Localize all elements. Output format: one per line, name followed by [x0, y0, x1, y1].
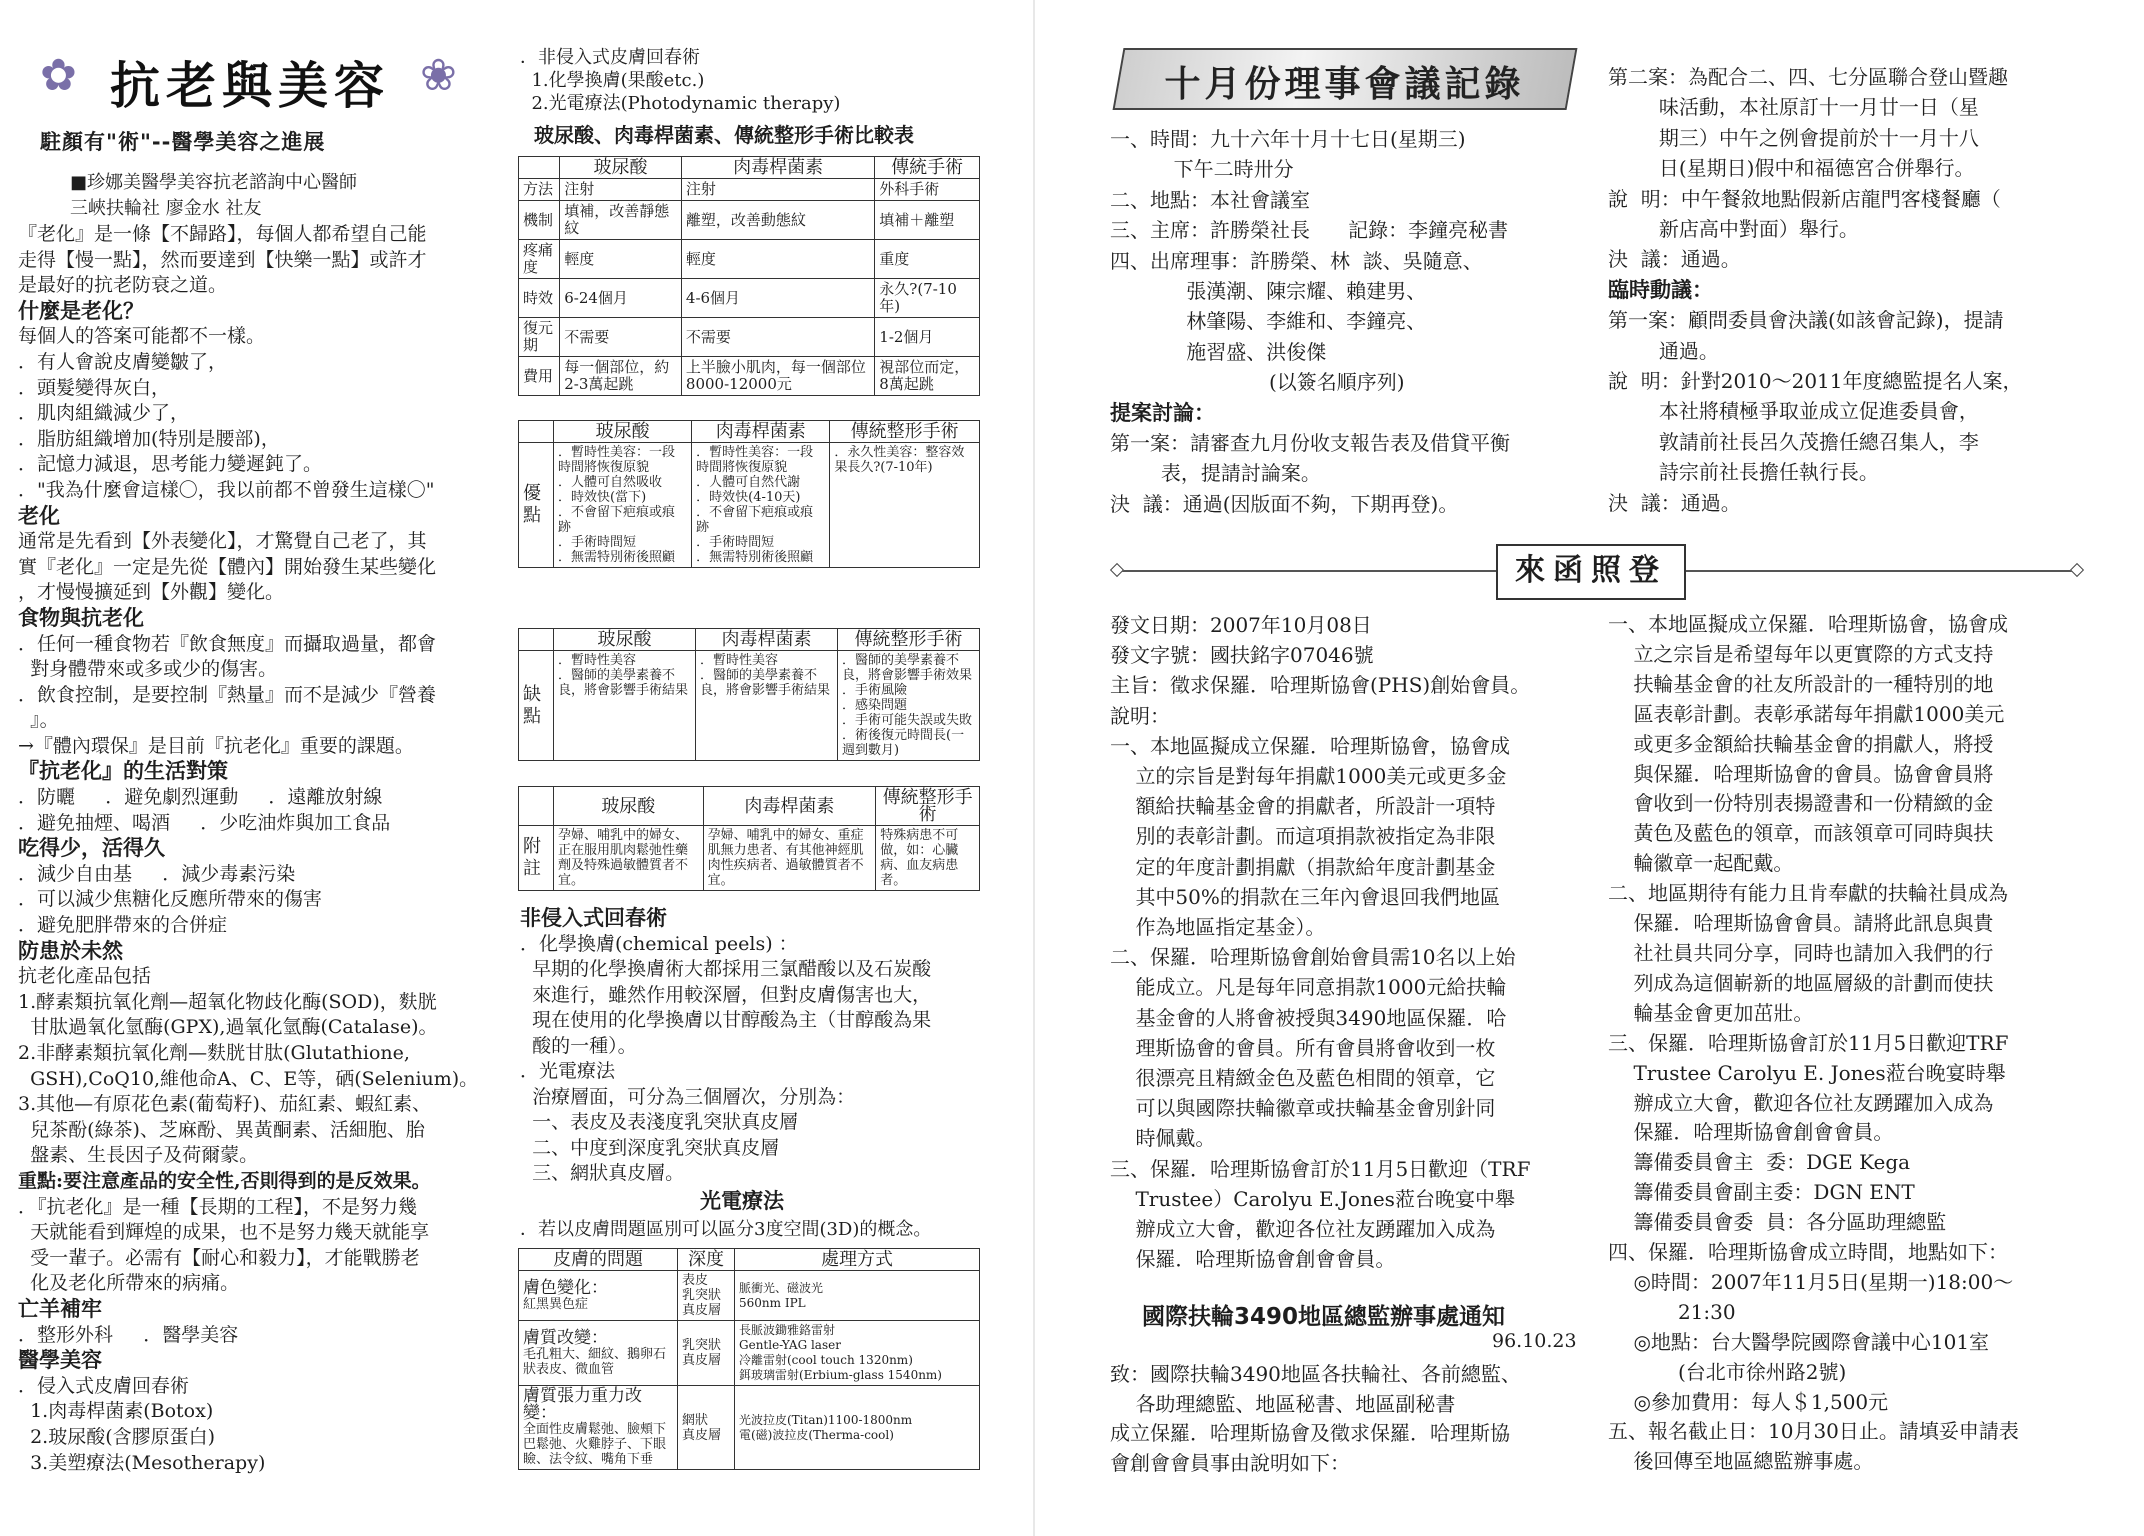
text-line: 說 明：針對2010～2011年度總監提名人案，: [1608, 369, 2023, 394]
text-line: 決 議：通過。: [1608, 490, 1741, 515]
problem-cell: [519, 1386, 678, 1470]
table-cell: 4-6個月: [681, 279, 874, 318]
text-line: 三、主席：許勝榮社長 記錄：李鐘亮秘書: [1110, 218, 1509, 243]
notes-table: [518, 786, 980, 891]
notice-body: [1110, 1360, 1600, 1478]
table-cell: ．永久性美容：整容效果長久?(7-10年): [830, 443, 980, 568]
table-cell: 特殊病患不可做，如：心臟病、血友病患者。: [876, 826, 980, 891]
text-line: 決 議：通過。: [1608, 247, 1741, 272]
table-cell: 外科手術: [875, 179, 980, 201]
left-page: [0, 0, 1030, 1536]
text-line: 一、時間：九十六年十月十七日(星期三): [1110, 127, 1466, 151]
text-line: Trustee Carolyu E. Jones蒞台晚宴時舉: [1608, 1060, 2006, 1085]
section-heading: 吃得少，活得久: [18, 836, 165, 861]
text-line: 表，提請討論案。: [1110, 461, 1321, 486]
text-line: 後回傳至地區總監辦事處。: [1608, 1449, 1874, 1474]
text-line: 通常是先看到【外表變化】，才驚覺自己老了，其: [18, 530, 427, 553]
table-row: [519, 443, 980, 568]
compare-title: [534, 122, 1004, 149]
problem-detail: 紅黑異色症: [523, 1296, 589, 1312]
flower-icon: ❀: [420, 50, 457, 101]
text-line: 很漂亮且精緻金色及藍色相間的領章，它: [1110, 1066, 1496, 1091]
compare-table-title: 玻尿酸、肉毒桿菌素、傳統整形手術比較表: [534, 123, 914, 147]
column-header: 傳統整形手術: [876, 787, 980, 826]
text-line: 籌備委員會主 委：DGE Kega: [1608, 1150, 1911, 1175]
text-line: 3.其他—有原花色素(葡萄籽)、茄紅素、蝦紅素、: [18, 1093, 431, 1116]
table-row: [519, 1271, 980, 1321]
text-line: 籌備委員會副主委：DGN ENT: [1608, 1180, 1915, 1205]
table-header-row: [519, 157, 980, 179]
row-label: 時效: [519, 279, 560, 318]
table-cell: 不需要: [681, 318, 874, 357]
text-line: 二、地區期待有能力且肯奉獻的扶輪社員成為: [1608, 881, 2008, 906]
table-corner: [519, 787, 554, 826]
table-row: [519, 651, 980, 761]
text-line: 日(星期日)假中和福德宮合併舉行。: [1608, 156, 1975, 181]
column-header: 玻尿酸: [560, 157, 682, 179]
text-line: 通過。: [1608, 338, 1719, 363]
text-line: ．避免抽煙、喝酒 ．少吃油炸與加工食品: [18, 811, 391, 834]
comparison-body: [519, 179, 980, 396]
text-line: 時佩戴。: [1110, 1126, 1216, 1151]
notice-title: 國際扶輪3490地區總監辦事處通知: [1142, 1304, 1506, 1330]
column-header: 傳統整形手術: [838, 629, 980, 651]
text-line: 1.化學換膚(果酸etc.): [520, 70, 705, 91]
text-line: 成立保羅．哈理斯協會及徵求保羅．哈理斯協: [1110, 1421, 1510, 1445]
section-heading: 『抗老化』的生活對策: [18, 759, 228, 784]
section-heading: 非侵入式回春術: [520, 906, 667, 930]
text-line: 1.酵素類抗氧化劑—超氧化物歧化酶(SOD)，麩胱: [18, 990, 437, 1013]
depth-cell: 表皮 乳突狀 真皮層: [678, 1271, 735, 1321]
row-label: 復元期: [519, 318, 560, 357]
method-cell: 脈衝光、磁波光 560nm IPL: [735, 1271, 980, 1321]
text-line: 辦成立大會，歡迎各位社友踴躍加入成為: [1110, 1217, 1496, 1242]
text-line: 實『老化』一定是先從【體內】開始發生某些變化: [18, 555, 437, 578]
table-cell: 不需要: [560, 318, 682, 357]
text-line: 抗老化產品包括: [18, 965, 152, 988]
section-heading: 臨時動議：: [1608, 277, 1713, 302]
right-column-1: [1110, 124, 1590, 519]
table-row: [519, 179, 980, 201]
text-line: 對身體帶來或多或少的傷害。: [18, 658, 278, 681]
text-line: 受一輩子。必需有【耐心和毅力】，才能戰勝老: [18, 1246, 420, 1269]
text-line: 社社員共同分享，同時也請加入我們的行: [1608, 940, 1994, 965]
right-column-3: [1110, 610, 1590, 1274]
row-label: 優點: [519, 443, 554, 568]
text-line: 致：國際扶輪3490地區各扶輪社、各前總監、: [1110, 1362, 1521, 1386]
text-line: 21:30: [1608, 1299, 1736, 1324]
text-line: 盤素、生長因子及荷爾蒙。: [18, 1144, 259, 1167]
text-line: 酸的一種）。: [520, 1034, 637, 1057]
text-line: 2.光電療法(Photodynamic therapy): [520, 93, 841, 114]
pros-table: [518, 420, 980, 568]
text-line: (以簽名順序列): [1110, 370, 1405, 395]
text-line: 施習盛、洪俊傑: [1110, 339, 1327, 364]
text-line: ．防曬 ．避免劇烈運動 ．遠離放射線: [18, 786, 383, 809]
method-cell: 長脈波鋤雅鉻雷射 Gentle-YAG laser 冷離雷射(cool touch 1320nm) 鉺玻璃雷射(Erbium-glass 1540nm): [735, 1321, 980, 1386]
table-cell: 輕度: [681, 240, 874, 279]
text-line: 保羅．哈理斯協會創會會員。: [1608, 1120, 1894, 1145]
table-cell: 填補，改善靜態紋: [560, 201, 682, 240]
table-cell: 上半臉小肌肉，每一個部位8000-12000元: [681, 357, 874, 396]
text-line: 與保羅．哈理斯協會的會員。協會會員將: [1608, 761, 1994, 786]
row-label: 機制: [519, 201, 560, 240]
text-line: 三、保羅．哈理斯協會訂於11月5日歡迎（TRF: [1110, 1156, 1531, 1181]
text-line: 說 明：中午餐敘地點假新店龍門客棧餐廳（: [1608, 186, 2001, 211]
section-heading: 老化: [18, 503, 60, 528]
text-line: GSH),CoQ10,維他命A、C、E等，硒(Selenium)。: [18, 1067, 479, 1090]
text-line: 立的宗旨是對每年捐獻1000美元或更多金: [1110, 764, 1507, 789]
text-line: ．侵入式皮膚回春術: [18, 1374, 190, 1397]
text-line: 林肇陽、李維和、李鐘亮、: [1110, 309, 1427, 334]
text-line: 發文日期：2007年10月08日: [1110, 613, 1372, 637]
text-line: 一、本地區擬成立保羅．哈理斯協會，協會成: [1608, 612, 2008, 636]
row-label: 費用: [519, 357, 560, 396]
table-header-row: [519, 629, 980, 651]
problem-detail: 毛孔粗大、細紋、鵝卵石狀表皮、微血管: [523, 1346, 667, 1377]
table-corner: [519, 421, 554, 443]
table-row: [519, 1386, 980, 1470]
author-block: [70, 170, 490, 222]
photo-note: ．若以皮膚問題區別可以區分3度空間(3D)的概念。: [520, 1219, 932, 1240]
text-line: 早期的化學換膚術大都採用三氯醋酸以及石炭酸: [520, 958, 932, 980]
text-line: ．頭髮變得灰白，: [18, 376, 171, 399]
table-cell: ．暫時性美容 ．醫師的美學素養不良，將會影響手術結果: [696, 651, 838, 761]
problem-cell: [519, 1321, 678, 1386]
text-line: 定的年度計劃捐獻（捐款給年度計劃基金: [1110, 854, 1496, 879]
table-cell: 重度: [875, 240, 980, 279]
text-line: 二、地點：本社會議室: [1110, 187, 1310, 212]
text-line: 黃色及藍色的領章，而該領章可同時與扶: [1608, 821, 1994, 846]
text-line: 列成為這個嶄新的地區層級的計劃而使扶: [1608, 970, 1994, 995]
text-line: 三、網狀真皮層。: [520, 1162, 685, 1184]
text-line: 可以與國際扶輪徽章或扶輪基金會別針同: [1110, 1096, 1496, 1121]
cons-table: [518, 628, 980, 761]
column-header: 傳統手術: [875, 157, 980, 179]
column-header: 傳統整形手術: [830, 421, 980, 443]
text-line: 每個人的答案可能都不一樣。: [18, 325, 266, 348]
flower-icon: ✿: [40, 50, 77, 101]
photo-therapy-title: 光電療法: [700, 1189, 784, 1213]
table-corner: [519, 629, 554, 651]
text-line: 詩宗前社長擔任執行長。: [1608, 460, 1879, 485]
table-cell: ．暫時性美容：一段時間將恢復原貌 ．人體可自然吸收 ．時效快(當下) ．不會留下疤痕或痕跡 ．手術時間短 ．無需特別術後照顧: [554, 443, 692, 568]
text-line: 張漢潮、陳宗耀、賴建男、: [1110, 279, 1427, 304]
column-header: 玻尿酸: [554, 421, 692, 443]
text-line: 會創會會員事由說明如下：: [1110, 1450, 1350, 1475]
section-heading: 亡羊補牢: [18, 1296, 102, 1321]
section-heading: 什麼是老化？: [18, 298, 144, 323]
text-line: 味活動，本社原訂十一月廿一日（星: [1608, 95, 1979, 120]
text-line: 重點:要注意產品的安全性,否則得到的是反效果。: [18, 1169, 431, 1192]
text-line: ．記憶力減退，思考能力變遲鈍了。: [18, 453, 323, 476]
column-header: 玻尿酸: [554, 787, 704, 826]
text-line: ◎時間：2007年11月5日(星期一)18:00～: [1608, 1269, 2014, 1294]
text-line: ．整形外科 ．醫學美容: [18, 1323, 239, 1346]
table-cell: 孕婦、哺乳中的婦女、重症肌無力患者、有其他神經肌肉性疾病者、過敏體質者不宜。: [703, 826, 876, 891]
text-line: ．減少自由基 ．減少毒素污染: [18, 862, 296, 885]
text-line: 或更多金額給扶輪基金會的捐獻人，將授: [1608, 731, 1994, 756]
table-row: [519, 201, 980, 240]
text-line: 來進行，雖然作用較深層，但對皮膚傷害也大，: [520, 983, 932, 1006]
text-line: 額給扶輪基金會的捐獻者，所設計一項特: [1110, 794, 1496, 819]
text-line: 辦成立大會，歡迎各位社友踴躍加入成為: [1608, 1090, 1994, 1115]
right-column-2: [1608, 62, 2108, 518]
column-header: 處理方式: [735, 1249, 980, 1271]
text-line: 2.非酵素類抗氧化劑—麩胱甘肽(Glutathione,: [18, 1042, 410, 1064]
text-line: 一、本地區擬成立保羅．哈理斯協會，協會成: [1110, 733, 1510, 758]
text-line: 四、出席理事：許勝榮、林 談、吳隨意、: [1110, 248, 1483, 273]
table-cell: 注射: [681, 179, 874, 201]
text-line: ．肌肉組織減少了，: [18, 402, 190, 425]
table-corner: [519, 157, 560, 179]
text-line: ◎地點：台大醫學院國際會議中心101室: [1608, 1329, 1990, 1354]
section-heading: 防患於未然: [18, 938, 123, 963]
text-line: 決 議：通過(因版面不夠，下期再登)。: [1110, 491, 1459, 516]
text-line: 區表彰計劃。表彰承諾每年捐獻1000美元: [1608, 701, 2005, 726]
table-cell: 6-24個月: [560, 279, 682, 318]
text-line: 五、報名截止日：10月30日止。請填妥申請表: [1608, 1419, 2019, 1444]
table-cell: 1-2個月: [875, 318, 980, 357]
text-line: 第一案：請審查九月份收支報告表及借貸平衡: [1110, 431, 1510, 456]
text-line: 發文字號：國扶銘字07046號: [1110, 643, 1374, 668]
text-line: ◎參加費用：每人＄1,500元: [1608, 1389, 1889, 1414]
text-line: 四、保羅．哈理斯協會成立時間，地點如下：: [1608, 1240, 2008, 1265]
text-line: 現在使用的化學換膚以甘醇酸為主（甘醇酸為果: [520, 1009, 932, 1031]
text-line: →『體內環保』是目前『抗老化』重要的課題。: [18, 734, 414, 757]
text-line: 其中50%的捐款在三年內會退回我們地區: [1110, 884, 1500, 909]
column-header: 肉毒桿菌素: [692, 421, 830, 443]
table-cell: 每一個部位，約2-3萬起跳: [560, 357, 682, 396]
column-header: 玻尿酸: [554, 629, 696, 651]
non-invasive-section: [520, 906, 1000, 1187]
table-row: [519, 1321, 980, 1386]
text-line: ．非侵入式皮膚回春術: [520, 47, 700, 68]
table-row: [519, 279, 980, 318]
text-line: ．有人會說皮膚變皺了，: [18, 350, 228, 373]
right-column-4: [1608, 610, 2108, 1477]
text-line: 本社將積極爭取並成立促進委員會，: [1608, 399, 1979, 424]
table-row: [519, 240, 980, 279]
text-line: 三、保羅．哈理斯協會訂於11月5日歡迎TRF: [1608, 1030, 2009, 1055]
table-cell: ．暫時性美容 ．醫師的美學素養不良，將會影響手術結果: [554, 651, 696, 761]
text-line: 3.美塑療法(Mesotherapy): [18, 1451, 266, 1474]
row-label: 疼痛度: [519, 240, 560, 279]
row-label: 方法: [519, 179, 560, 201]
meeting-title: 十月份理事會議記錄: [1164, 64, 1525, 105]
column-header: 肉毒桿菌素: [703, 787, 876, 826]
table-cell: 輕度: [560, 240, 682, 279]
text-line: 兒茶酚(綠茶)、芝麻酚、異黃酮素、活細胞、胎: [18, 1118, 425, 1141]
text-line: 新店高中對面）舉行。: [1608, 217, 1859, 242]
photo-therapy-table: [518, 1248, 980, 1470]
page-fold: [1033, 0, 1035, 1536]
text-line: 化及老化所帶來的病痛。: [18, 1272, 240, 1295]
text-line: 輪徽章一起配戴。: [1608, 851, 1794, 876]
photo-therapy-heading: [700, 1188, 900, 1215]
depth-cell: 乳突狀 真皮層: [678, 1321, 735, 1386]
text-line: ．避免肥胖帶來的合併症: [18, 914, 228, 937]
problem-title: 膚質張力重力改變：: [523, 1386, 642, 1423]
section-heading: 提案討論：: [1110, 400, 1215, 425]
row-label: 缺點: [519, 651, 554, 761]
problem-detail: 全面性皮膚鬆弛、臉頰下巴鬆弛、火雞脖子、下眼瞼、法令紋、嘴角下垂: [523, 1422, 667, 1467]
text-line: ．"我為什麼會這樣〇，我以前都不曾發生這樣〇": [18, 478, 435, 501]
photo-therapy-body: [519, 1271, 980, 1470]
text-line: 是最好的抗老防衰之道。: [18, 274, 228, 297]
text-line: 基金會的人將會被授與3490地區保羅．哈: [1110, 1005, 1507, 1030]
text-line: 2.玻尿酸(含膠原蛋白): [18, 1425, 216, 1448]
article-subtitle: 駐顏有"術"--醫學美容之進展: [40, 130, 326, 154]
text-line: 第一案：顧問委員會決議(如該會記錄)，提請: [1608, 308, 2004, 333]
text-line: 『老化』是一條【不歸路】，每個人都希望自己能: [18, 223, 427, 245]
letter-section-title: 來函照登: [1496, 544, 1686, 600]
section-heading: 醫學美容: [18, 1348, 102, 1373]
text-line: 走得【慢一點】，然而要達到【快樂一點】或許才: [18, 248, 427, 271]
text-line: 一、表皮及表淺度乳突狀真皮層: [520, 1111, 799, 1133]
text-line: 第二案：為配合二、四、七分區聯合登山暨趣: [1608, 65, 2008, 89]
table-row: [519, 318, 980, 357]
table-cell: 注射: [560, 179, 682, 201]
table-cell: 孕婦、哺乳中的婦女、正在服用肌肉鬆弛性藥劑及特殊過敏體質者不宜。: [554, 826, 704, 891]
table-cell: ．醫師的美學素養不良，將會影響手術效果 ．手術風險 ．感染問題 ．手術可能失誤或失敗 ．術後復元時間長(一週到數月): [838, 651, 980, 761]
text-line: 作為地區指定基金）。: [1110, 915, 1326, 940]
text-line: ，才慢慢擴延到【外觀】變化。: [18, 581, 285, 604]
column-header: 深度: [678, 1249, 735, 1271]
author-line: 三峽扶輪社 廖金水 社友: [70, 198, 262, 219]
table-cell: 永久?(7-10年): [875, 279, 980, 318]
comparison-table: [518, 156, 980, 396]
table-header-row: [519, 787, 980, 826]
text-line: Trustee）Carolyu E.Jones蒞台晚宴中舉: [1110, 1186, 1515, 1211]
text-line: 主旨：徵求保羅．哈理斯協會(PHS)創始會員。: [1110, 673, 1531, 698]
notice-date: 96.10.23: [1492, 1330, 1577, 1352]
article-title-banner: [40, 46, 470, 116]
problem-title: 膚色變化：: [523, 1277, 608, 1298]
text-line: 治療層面，可分為三個層次，分別為：: [520, 1085, 856, 1108]
text-line: 保羅．哈理斯協會會員。請將此訊息與貴: [1608, 911, 1994, 936]
table-row: [519, 826, 980, 891]
text-line: ．脂肪組織增加(特別是腰部)，: [18, 427, 280, 450]
table-cell: 離塑，改善動態紋: [681, 201, 874, 240]
text-line: 敦請前社長呂久茂擔任總召集人，李: [1608, 429, 1979, 454]
depth-cell: 網狀 真皮層: [678, 1386, 735, 1470]
left-column-2-intro: [520, 46, 990, 115]
text-line: 1.肉毒桿菌素(Botox): [18, 1400, 214, 1423]
text-line: 會收到一份特別表揚證書和一份精緻的金: [1608, 791, 1994, 816]
text-line: ．『抗老化』是一種【長期的工程】，不是努力幾: [18, 1195, 418, 1218]
text-line: 』。: [18, 709, 59, 732]
left-column-1: [18, 222, 488, 1476]
table-cell: 視部位而定，8萬起跳: [875, 357, 980, 396]
table-cell: ．暫時性美容：一段時間將恢復原貌 ．人體可自然代謝 ．時效快(4-10天) ．不會留下疤痕或痕跡 ．手術時間短 ．無需特別術後照顧: [692, 443, 830, 568]
text-line: 期三）中午之例會提前於十一月十八: [1608, 125, 1979, 150]
table-cell: 填補＋離塑: [875, 201, 980, 240]
text-line: 甘肽過氧化氫酶(GPX),過氧化氫酶(Catalase)。: [18, 1016, 438, 1039]
text-line: ．任何一種食物若『飲食無度』而攝取過量，都會: [18, 632, 437, 655]
text-line: 二、保羅．哈理斯協會創始會員需10名以上始: [1110, 945, 1516, 970]
text-line: 天就能看到輝煌的成果，也不是努力幾天就能享: [18, 1221, 430, 1244]
text-line: 保羅．哈理斯協會創會會員。: [1110, 1247, 1396, 1272]
section-heading: 食物與抗老化: [18, 605, 144, 630]
table-header-row: [519, 1249, 980, 1271]
text-line: 理斯協會的會員。所有會員將會收到一枚: [1110, 1035, 1496, 1060]
table-header-row: [519, 421, 980, 443]
text-line: (台北市徐州路2號): [1608, 1359, 1847, 1384]
row-label: 附註: [519, 826, 554, 891]
text-line: 說明：: [1110, 703, 1170, 728]
column-header: 肉毒桿菌素: [681, 157, 874, 179]
article-title: 抗老與美容: [110, 57, 390, 115]
method-cell: 光波拉皮(Titan)1100-1800nm 電(磁)波拉皮(Therma-cool): [735, 1386, 980, 1470]
meeting-title-banner: [1113, 48, 1578, 110]
photo-therapy-note: [520, 1216, 1020, 1243]
text-line: 下午二時卅分: [1110, 157, 1294, 182]
text-line: ．飲食控制，是要控制『熱量』而不是減少『營養: [18, 683, 437, 706]
text-line: ．光電療法: [520, 1060, 616, 1082]
column-header: 皮膚的問題: [519, 1249, 678, 1271]
text-line: ．化學換膚(chemical peels) ：: [520, 932, 798, 955]
text-line: 二、中度到深度乳突狀真皮層: [520, 1136, 780, 1159]
problem-cell: [519, 1271, 678, 1321]
text-line: 輪基金會更加茁壯。: [1608, 1000, 1814, 1025]
text-line: 能成立。凡是每年同意捐款1000元給扶輪: [1110, 975, 1507, 1000]
text-line: 別的表彰計劃。而這項捐款被指定為非限: [1110, 824, 1496, 849]
text-line: 籌備委員會委 員：各分區助理總監: [1608, 1210, 1947, 1235]
text-line: 各助理總監、地區秘書、地區副秘書: [1110, 1391, 1456, 1416]
column-header: 肉毒桿菌素: [696, 629, 838, 651]
table-row: [519, 357, 980, 396]
problem-title: 膚質改變：: [523, 1327, 608, 1348]
text-line: 扶輪基金會的社友所設計的一種特別的地: [1608, 671, 1994, 696]
text-line: ．可以減少焦糖化反應所帶來的傷害: [18, 888, 323, 911]
text-line: 立之宗旨是希望每年以更實際的方式支持: [1608, 641, 1994, 666]
author-line: ■珍娜美醫學美容抗老諮詢中心醫師: [70, 172, 358, 193]
